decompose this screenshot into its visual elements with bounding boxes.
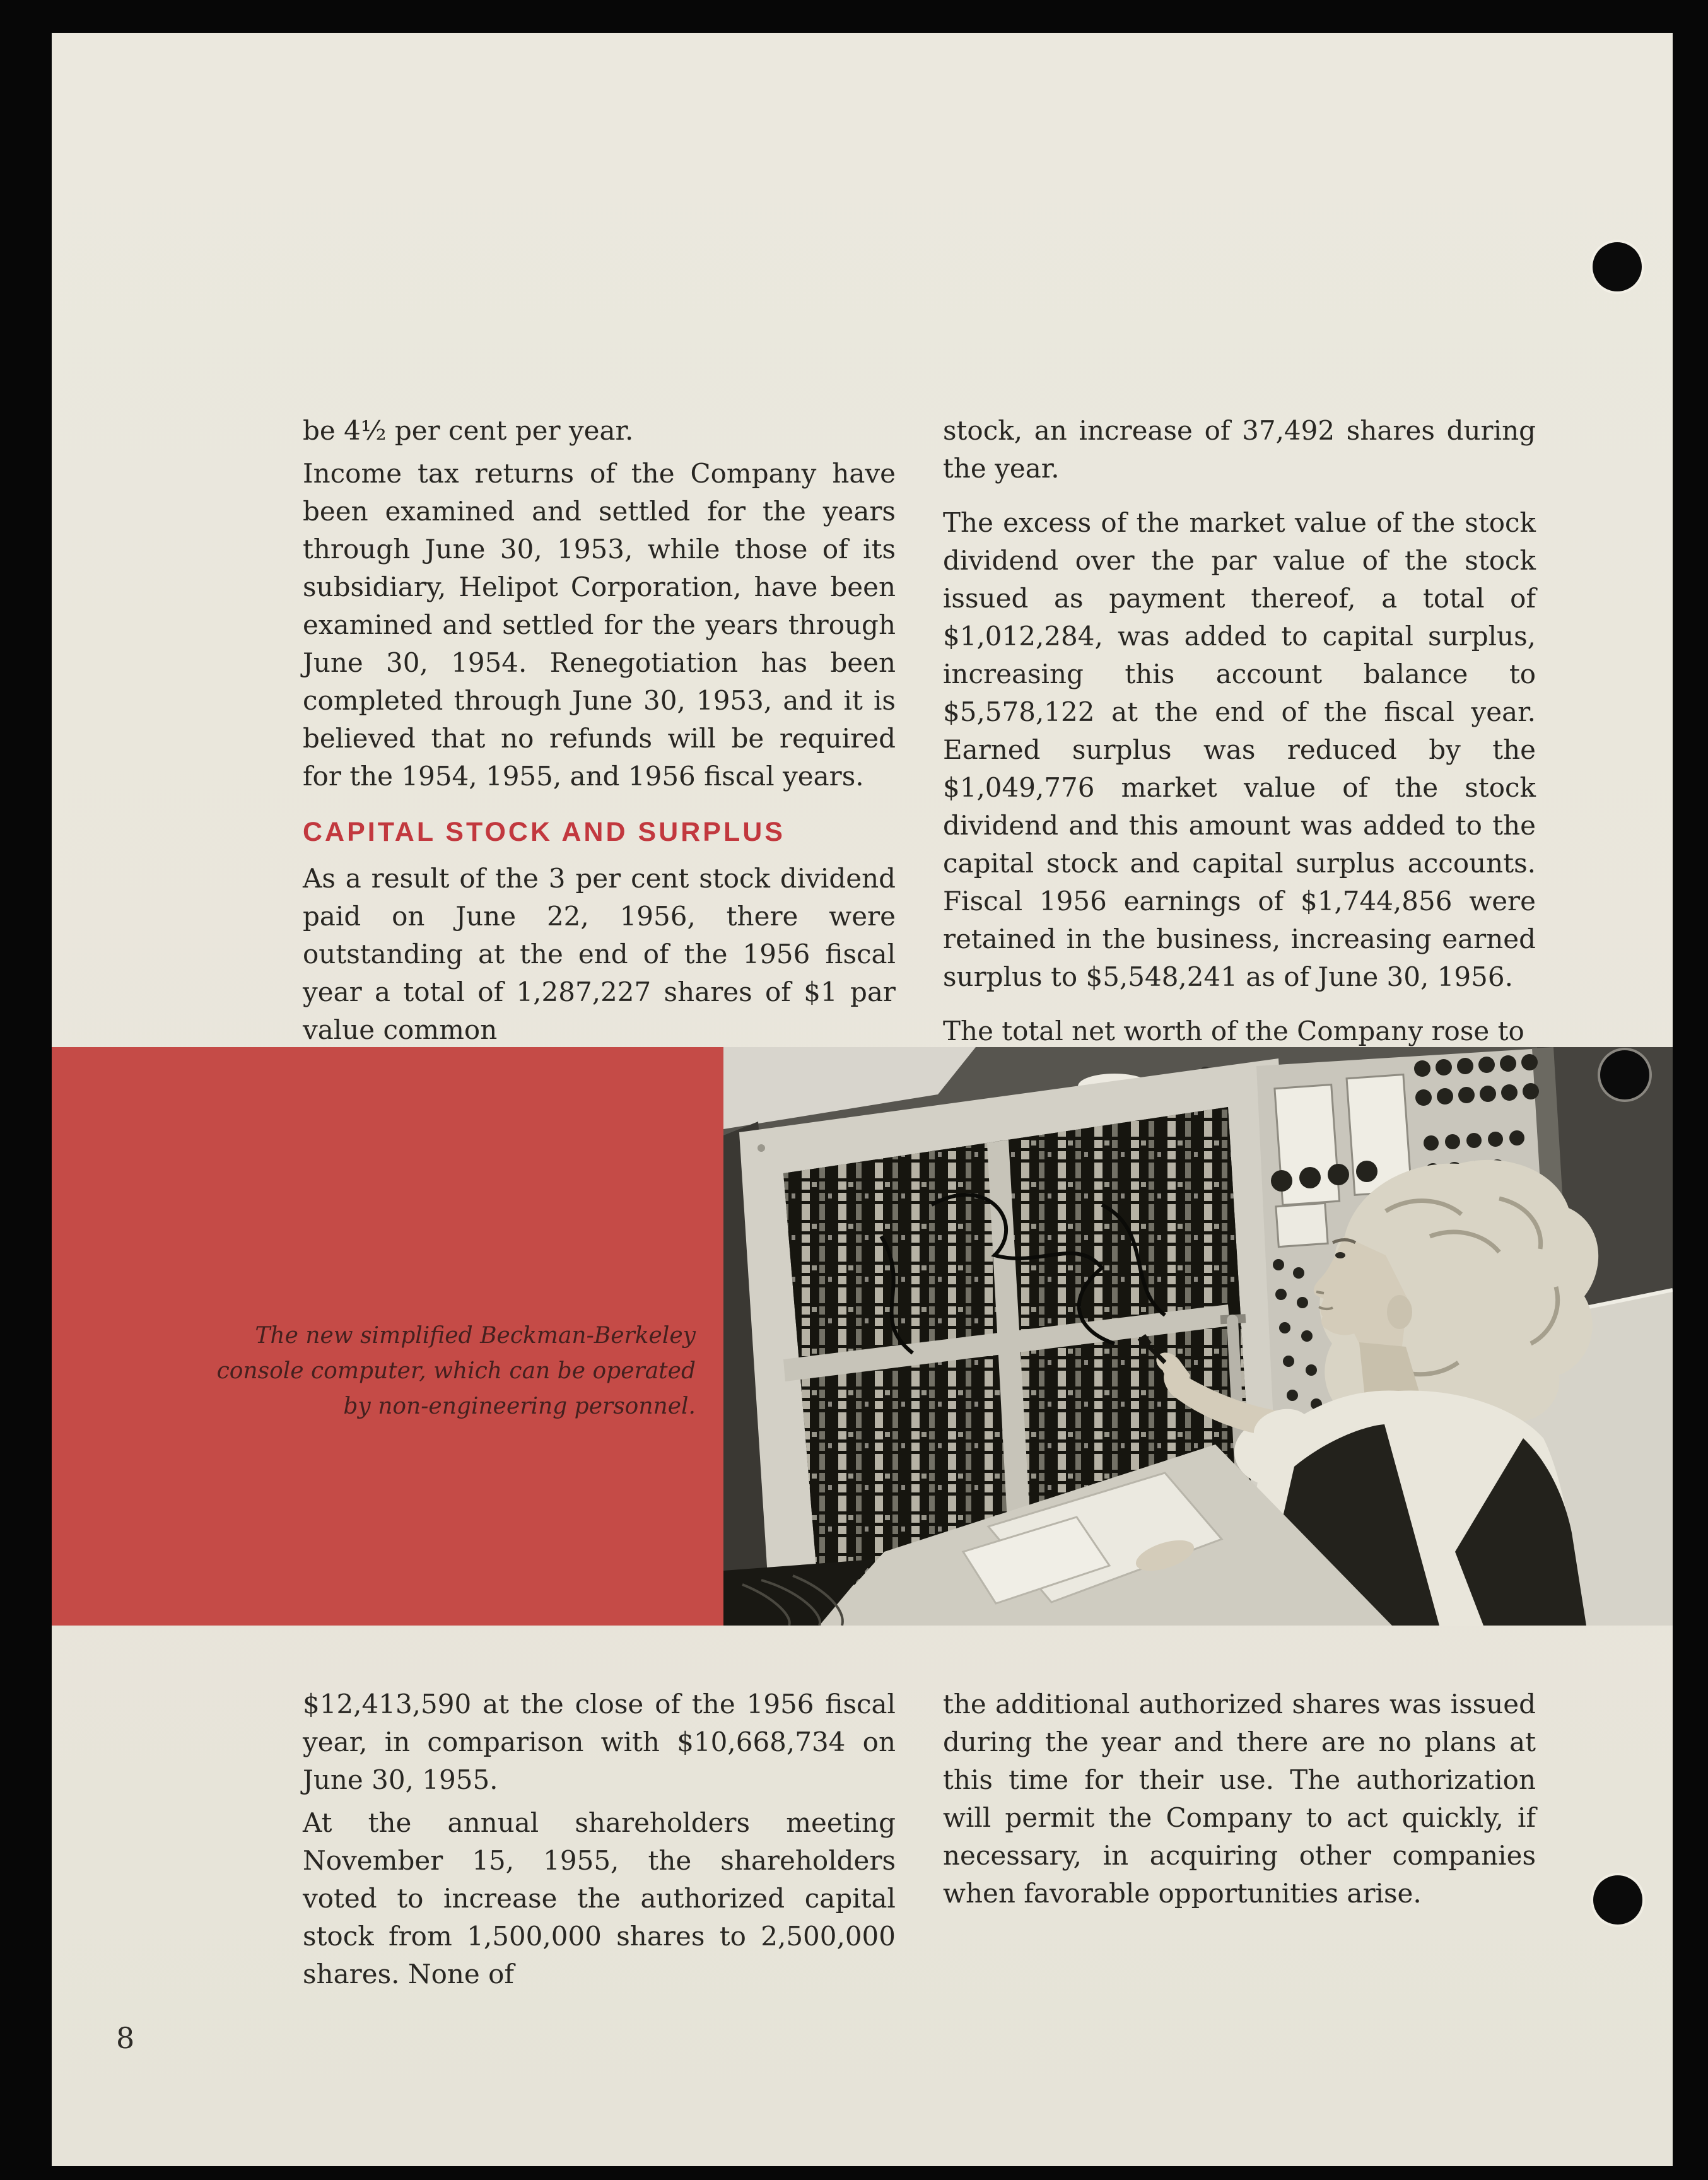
console-computer-photo: [723, 1047, 1673, 1626]
punch-hole-bottom: [1593, 1875, 1642, 1925]
figure-caption-line: by non-engineering personnel.: [343, 1393, 696, 1419]
figure-caption-line: console computer, which can be operated: [216, 1358, 696, 1384]
punch-hole-top: [1593, 242, 1642, 291]
paragraph-authorization: the additional authorized shares was issued during the year and there are no plans at this time for their use. The authorization will permit the Company to act quickly, if necessary, in acquiring other companies when favorable opportunities arise.: [943, 1689, 1536, 1909]
figure-caption: [216, 1318, 696, 1424]
figure-caption-line: The new simplified Beckman-Berkeley: [255, 1323, 696, 1349]
paragraph-income-tax: Income tax returns of the Company have been examined and settled for the years through June 30, 1953, while those of its subsidiary, Helipot Corporation, have been examined and settled for the years through June 30, 1954. Renegotiation has been completed through June 30, 1953, and it is believed that no refunds will be required for the 1954, 1955, and 1956 fiscal years.: [303, 458, 896, 792]
column-top-right: [943, 412, 1536, 1050]
column-bottom-right: [943, 1685, 1536, 1913]
paragraph-net-worth-lead: The total net worth of the Company rose to: [943, 1016, 1524, 1046]
figure-caption-panel: [52, 1047, 723, 1626]
paragraph-shareholders-meeting: At the annual shareholders meeting November 15, 1955, the shareholders voted to increase the authorized capital stock from 1,500,000 shares to 2,500,000 shares. None of: [303, 1807, 896, 1990]
column-top-left: [303, 412, 896, 1049]
column-bottom-left: [303, 1685, 896, 1993]
paragraph-net-worth-continued: $12,413,590 at the close of the 1956 fiscal year, in comparison with $10,668,734 on June 30, 1955.: [303, 1689, 896, 1795]
paragraph-capital-stock: As a result of the 3 per cent stock dividend paid on June 22, 1956, there were outstanding at the end of the 1956 fiscal year a total of 1,287,227 shares of $1 par value common: [303, 863, 896, 1045]
section-heading-capital-stock: CAPITAL STOCK AND SURPLUS: [303, 817, 785, 847]
figure-band: [52, 1047, 1673, 1626]
console-photo-graphic: [723, 1047, 1673, 1626]
paragraph-surplus: The excess of the market value of the stock dividend over the par value of the stock issued as payment thereof, a total of $1,012,284, was added to capital surplus, increasing this account balance to $5,578,122 at the end of the fiscal year. Earned surplus was reduced by the $1,049,776 market value of the stock dividend and this amount was added to the capital stock and capital surplus accounts. Fiscal 1956 earnings of $1,744,856 were retained in the business, increasing earned surplus to $5,548,241 as of June 30, 1956.: [943, 507, 1536, 992]
page-number: 8: [116, 2021, 135, 2055]
paragraph-stock-increase: stock, an increase of 37,492 shares during the year.: [943, 415, 1536, 484]
punch-hole-middle: [1600, 1050, 1649, 1099]
report-page: [52, 33, 1673, 2166]
paragraph-intro-continuation: be 4½ per cent per year.: [303, 415, 634, 446]
